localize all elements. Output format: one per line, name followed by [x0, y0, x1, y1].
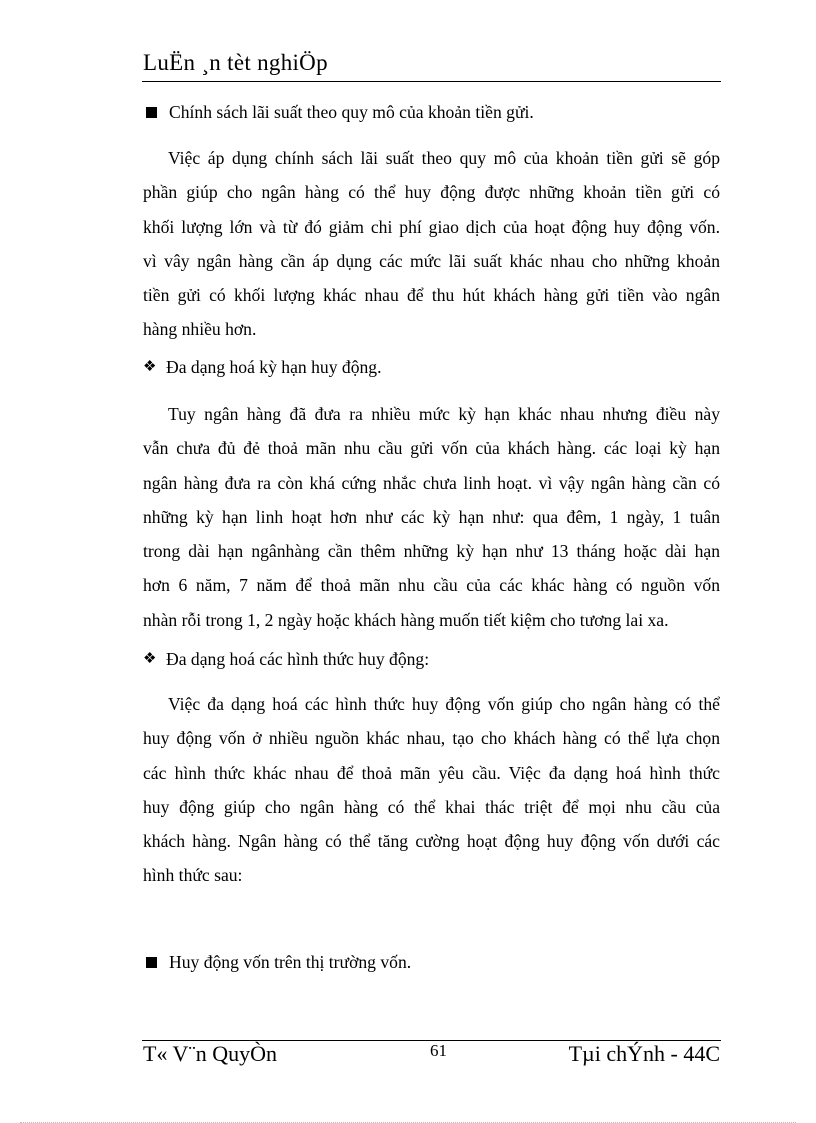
- page-number: 61: [430, 1041, 447, 1060]
- text-line: khối lượng lớn và từ đó giảm chi phí giao dịch của hoạt động huy động vốn.: [143, 216, 720, 237]
- section-heading: Huy động vốn trên thị trường vốn.: [169, 952, 412, 972]
- text-line: tiền gửi có khối lượng khác nhau để thu hút khách hàng gửi tiền vào ngân: [143, 285, 720, 306]
- bullet-heading: [143, 649, 720, 670]
- text-line: phần giúp cho ngân hàng có thể huy động được những khoản tiền gửi có: [143, 182, 720, 203]
- square-bullet-icon: [146, 957, 157, 968]
- square-bullet-icon: [146, 107, 157, 118]
- section-capital-market: [143, 952, 720, 973]
- text-line: những kỳ hạn linh hoạt hơn như các kỳ hạn như: qua đêm, 1 ngày, 1 tuân: [143, 506, 720, 527]
- text-line: hơn 6 năm, 7 năm để thoả mãn nhu cầu của các khác hàng có nguồn vốn: [143, 575, 720, 596]
- text-line: khách hàng. Ngân hàng có thể tăng cường hoạt động huy động vốn dưới các: [143, 831, 720, 852]
- bullet-heading: [143, 357, 720, 378]
- text-line: vì vây ngân hàng cần áp dụng các mức lãi suất khác nhau cho những khoản: [143, 250, 720, 271]
- footer-class: Tµi chÝnh - 44C: [568, 1041, 720, 1066]
- text-line: Tuy ngân hàng đã đưa ra nhiều mức kỳ hạn khác nhau nhưng điều này: [168, 404, 720, 424]
- section-form-diversification: [143, 649, 720, 670]
- section-interest-rate-policy: [143, 102, 720, 123]
- text-line: trong dài hạn ngânhàng cần thêm những kỳ hạn như 13 tháng hoặc dài hạn: [143, 541, 720, 562]
- text-line: huy động vốn ở nhiều nguồn khác nhau, tạo cho khách hàng có thể lựa chọn: [143, 728, 720, 749]
- text-line: hàng nhiều hơn.: [143, 319, 257, 340]
- section-heading: Chính sách lãi suất theo quy mô của khoản tiền gửi.: [169, 102, 534, 122]
- paragraph-1: [143, 141, 720, 347]
- text-line: nhàn rỗi trong 1, 2 ngày hoặc khách hàng muốn tiết kiệm cho tương lai xa.: [143, 609, 669, 630]
- section-heading: Đa dạng hoá kỳ hạn huy động.: [166, 357, 382, 377]
- footer-author: T« V¨n QuyÒn: [143, 1041, 278, 1066]
- paragraph-3: [143, 687, 720, 893]
- header-title: LuËn ¸n tèt nghiÖp: [143, 50, 328, 75]
- section-heading: Đa dạng hoá các hình thức huy động:: [166, 649, 430, 669]
- text-line: huy động giúp cho ngân hàng có thể khai thác triệt để mọi nhu cầu của: [143, 796, 720, 817]
- text-line: hình thức sau:: [143, 865, 243, 886]
- bullet-heading: [143, 952, 720, 973]
- text-line: ngân hàng đưa ra còn khá cứng nhắc chưa linh hoạt. vì vậy ngân hàng cần có: [143, 472, 720, 493]
- paragraph-2: [143, 397, 720, 637]
- bullet-heading: [143, 102, 720, 123]
- header-rule: [142, 81, 721, 82]
- text-line: Việc áp dụng chính sách lãi suất theo quy mô của khoản tiền gửi sẽ góp: [168, 148, 720, 168]
- text-line: vẫn chưa đủ đẻ thoả mãn nhu cầu gửi vốn của khách hàng. các loại kỳ hạn: [143, 438, 720, 459]
- diamond-bullet-icon: ❖: [143, 359, 157, 375]
- text-line: Việc đa dạng hoá các hình thức huy động vốn giúp cho ngân hàng có thể: [168, 694, 720, 714]
- diamond-bullet-icon: ❖: [143, 651, 157, 667]
- section-term-diversification: [143, 357, 720, 378]
- text-line: các hình thức khác nhau để thoả mãn yêu cầu. Việc đa dạng hoá hình thức: [143, 762, 720, 783]
